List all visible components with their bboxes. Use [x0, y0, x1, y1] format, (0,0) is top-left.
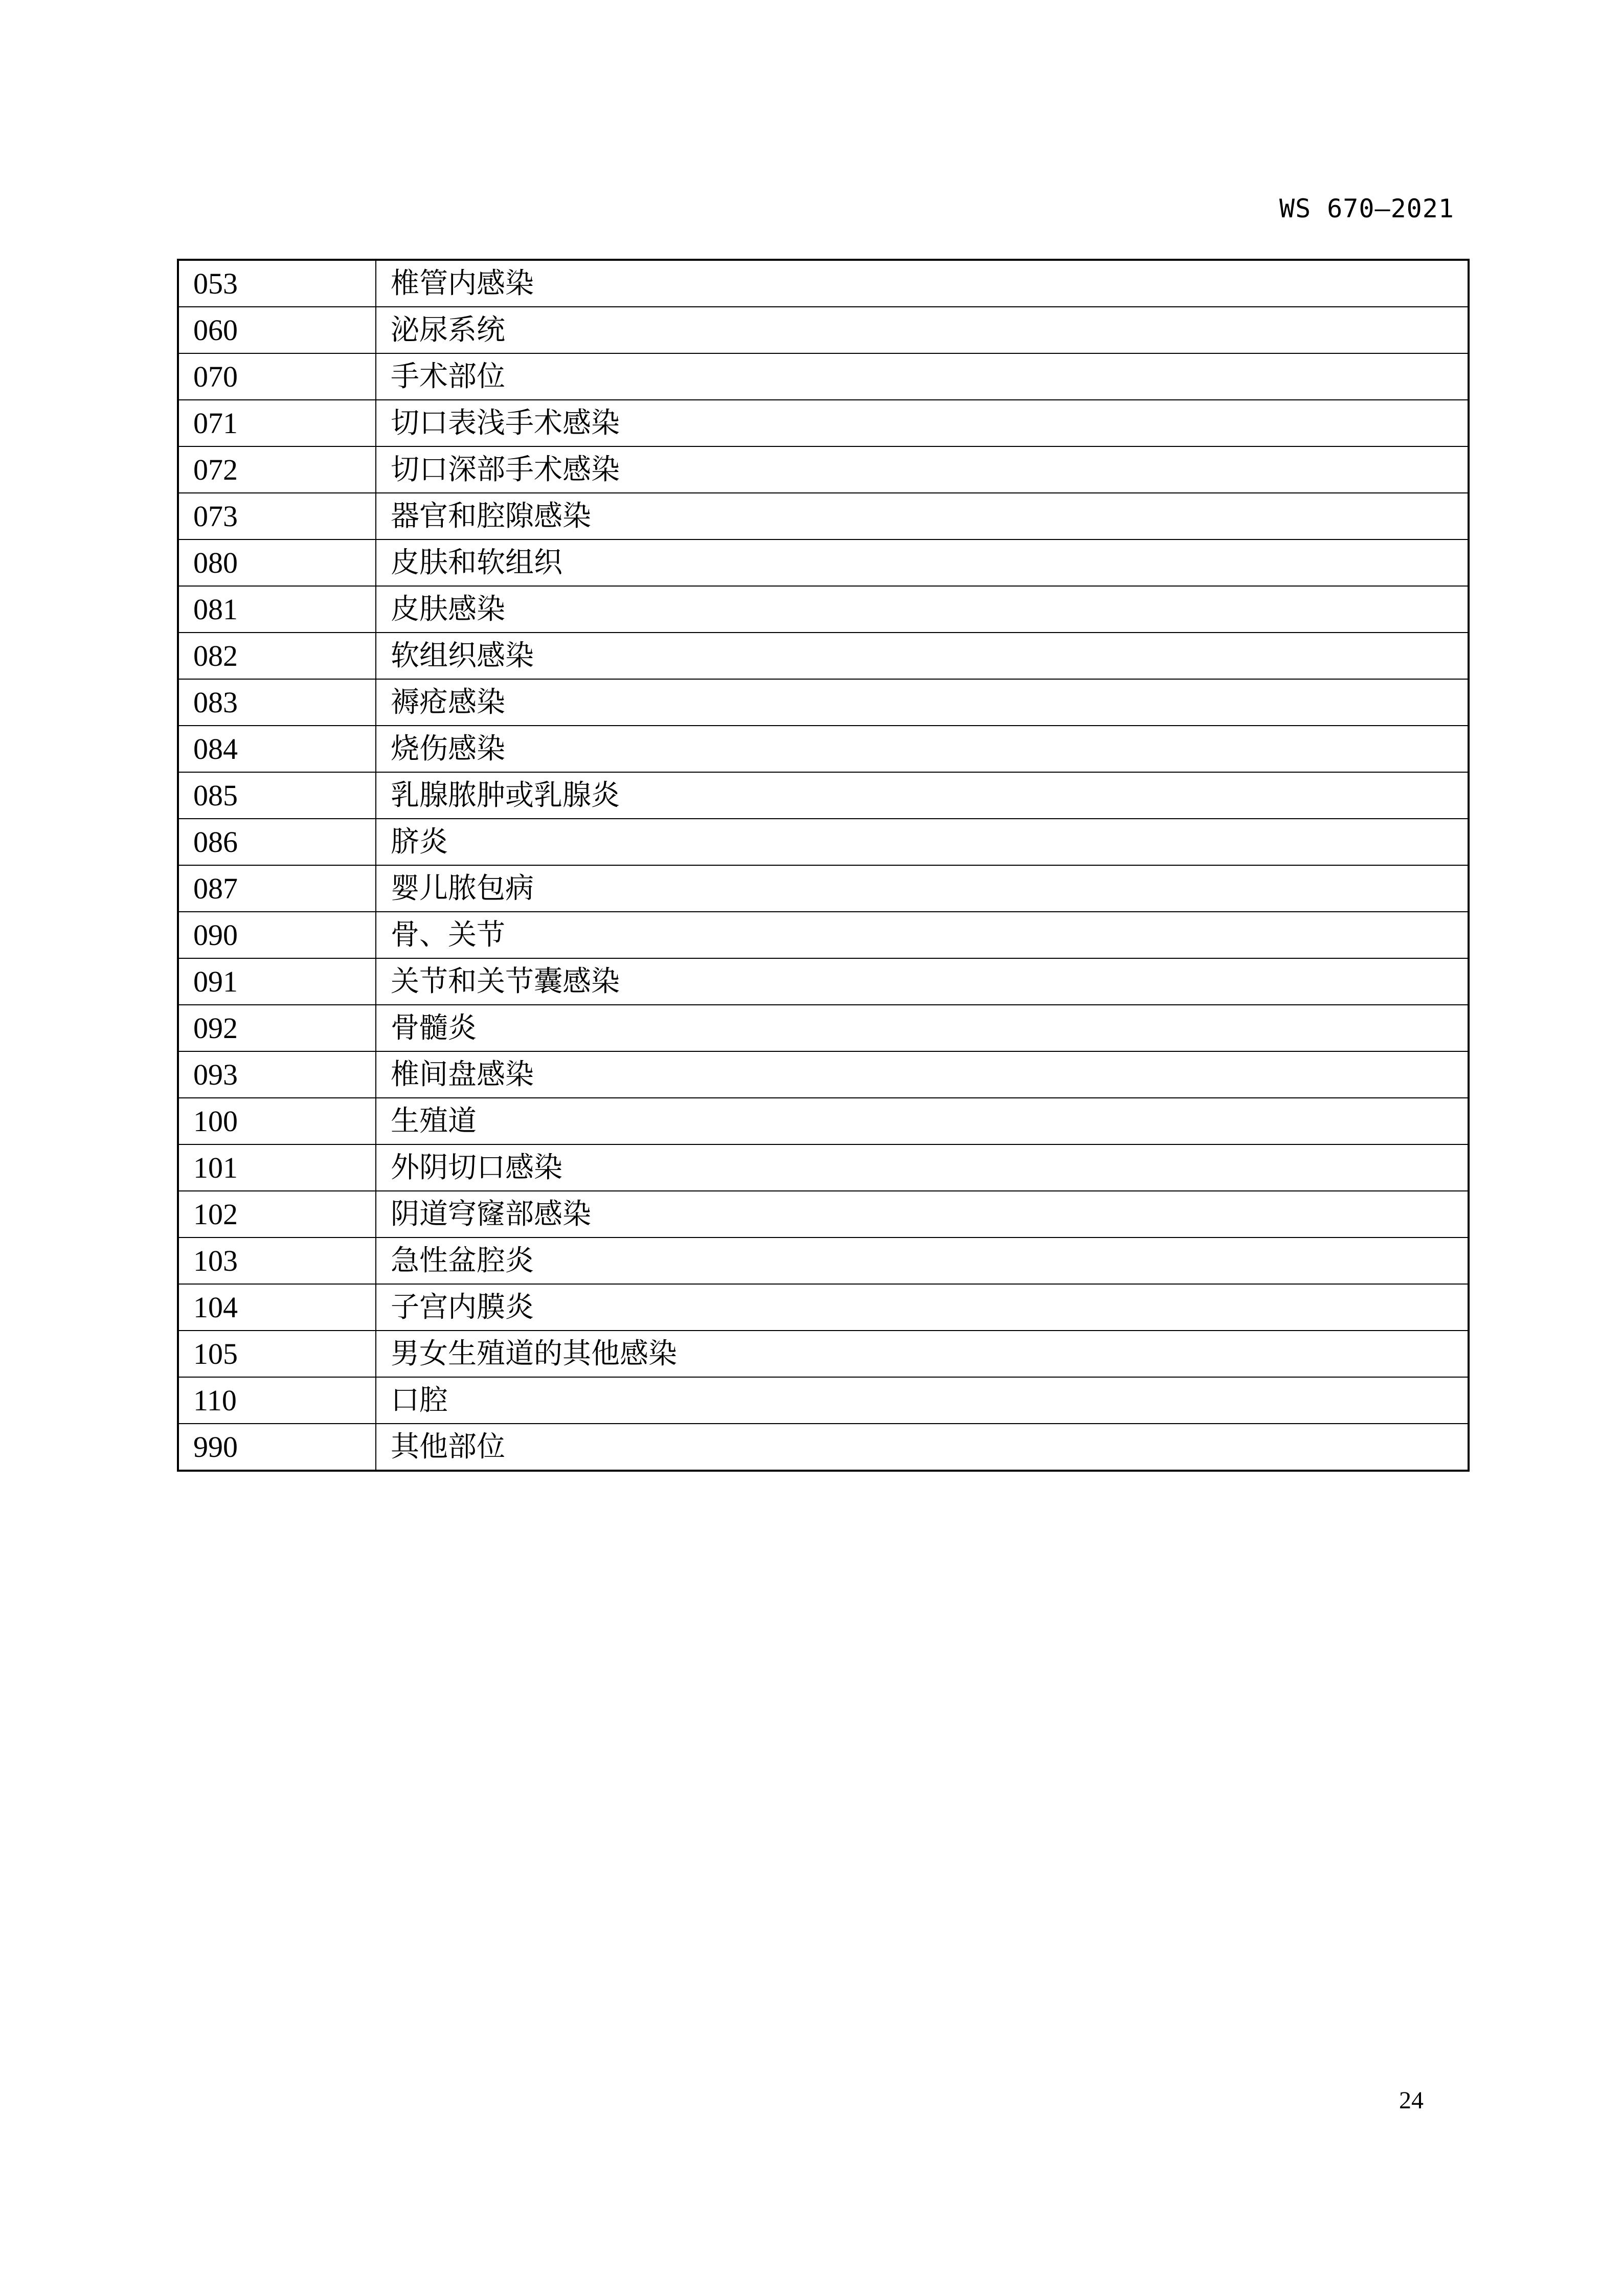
code-cell: 086	[178, 819, 376, 865]
standard-code-header: WS 670—2021	[1279, 194, 1454, 223]
code-cell: 060	[178, 307, 376, 353]
name-cell: 褥疮感染	[376, 679, 1469, 726]
name-cell: 关节和关节囊感染	[376, 958, 1469, 1005]
name-cell: 骨、关节	[376, 912, 1469, 958]
code-cell: 070	[178, 353, 376, 400]
table-row	[178, 1424, 1469, 1471]
table-row	[178, 633, 1469, 679]
code-cell: 100	[178, 1098, 376, 1144]
name-cell: 椎间盘感染	[376, 1051, 1469, 1098]
table-body	[178, 260, 1469, 1471]
code-cell: 083	[178, 679, 376, 726]
code-cell: 085	[178, 772, 376, 819]
code-cell: 110	[178, 1377, 376, 1424]
name-cell: 阴道穹窿部感染	[376, 1191, 1469, 1237]
code-cell: 072	[178, 446, 376, 493]
name-cell: 切口深部手术感染	[376, 446, 1469, 493]
table-row	[178, 539, 1469, 586]
code-cell: 104	[178, 1284, 376, 1331]
table-row	[178, 1237, 1469, 1284]
code-cell: 073	[178, 493, 376, 539]
code-cell: 071	[178, 400, 376, 446]
code-cell: 087	[178, 865, 376, 912]
code-cell: 053	[178, 260, 376, 307]
code-cell: 081	[178, 586, 376, 633]
table-row	[178, 1284, 1469, 1331]
name-cell: 生殖道	[376, 1098, 1469, 1144]
table-row	[178, 1144, 1469, 1191]
table-row	[178, 1377, 1469, 1424]
table-row	[178, 819, 1469, 865]
table-row	[178, 1005, 1469, 1051]
table-row	[178, 679, 1469, 726]
name-cell: 椎管内感染	[376, 260, 1469, 307]
name-cell: 软组织感染	[376, 633, 1469, 679]
name-cell: 其他部位	[376, 1424, 1469, 1471]
code-cell: 084	[178, 726, 376, 772]
name-cell: 子宫内膜炎	[376, 1284, 1469, 1331]
table-row	[178, 1098, 1469, 1144]
table-row	[178, 400, 1469, 446]
name-cell: 烧伤感染	[376, 726, 1469, 772]
table-row	[178, 912, 1469, 958]
code-cell: 093	[178, 1051, 376, 1098]
table-row	[178, 958, 1469, 1005]
infection-site-code-table	[177, 259, 1470, 1472]
code-cell: 091	[178, 958, 376, 1005]
name-cell: 脐炎	[376, 819, 1469, 865]
name-cell: 口腔	[376, 1377, 1469, 1424]
name-cell: 急性盆腔炎	[376, 1237, 1469, 1284]
table-row	[178, 446, 1469, 493]
code-cell: 090	[178, 912, 376, 958]
name-cell: 乳腺脓肿或乳腺炎	[376, 772, 1469, 819]
code-cell: 080	[178, 539, 376, 586]
name-cell: 切口表浅手术感染	[376, 400, 1469, 446]
table-row	[178, 1051, 1469, 1098]
code-cell: 105	[178, 1331, 376, 1377]
code-cell: 102	[178, 1191, 376, 1237]
code-cell: 990	[178, 1424, 376, 1471]
name-cell: 外阴切口感染	[376, 1144, 1469, 1191]
table-row	[178, 353, 1469, 400]
name-cell: 泌尿系统	[376, 307, 1469, 353]
table-row	[178, 1331, 1469, 1377]
code-cell: 103	[178, 1237, 376, 1284]
table-row	[178, 1191, 1469, 1237]
name-cell: 骨髓炎	[376, 1005, 1469, 1051]
code-cell: 082	[178, 633, 376, 679]
name-cell: 婴儿脓包病	[376, 865, 1469, 912]
table-row	[178, 493, 1469, 539]
code-cell: 092	[178, 1005, 376, 1051]
table-row	[178, 586, 1469, 633]
table-row	[178, 260, 1469, 307]
table-row	[178, 307, 1469, 353]
name-cell: 皮肤和软组织	[376, 539, 1469, 586]
name-cell: 器官和腔隙感染	[376, 493, 1469, 539]
table-row	[178, 772, 1469, 819]
name-cell: 手术部位	[376, 353, 1469, 400]
table-row	[178, 726, 1469, 772]
name-cell: 男女生殖道的其他感染	[376, 1331, 1469, 1377]
name-cell: 皮肤感染	[376, 586, 1469, 633]
page-number: 24	[1399, 2087, 1424, 2114]
code-cell: 101	[178, 1144, 376, 1191]
table-row	[178, 865, 1469, 912]
